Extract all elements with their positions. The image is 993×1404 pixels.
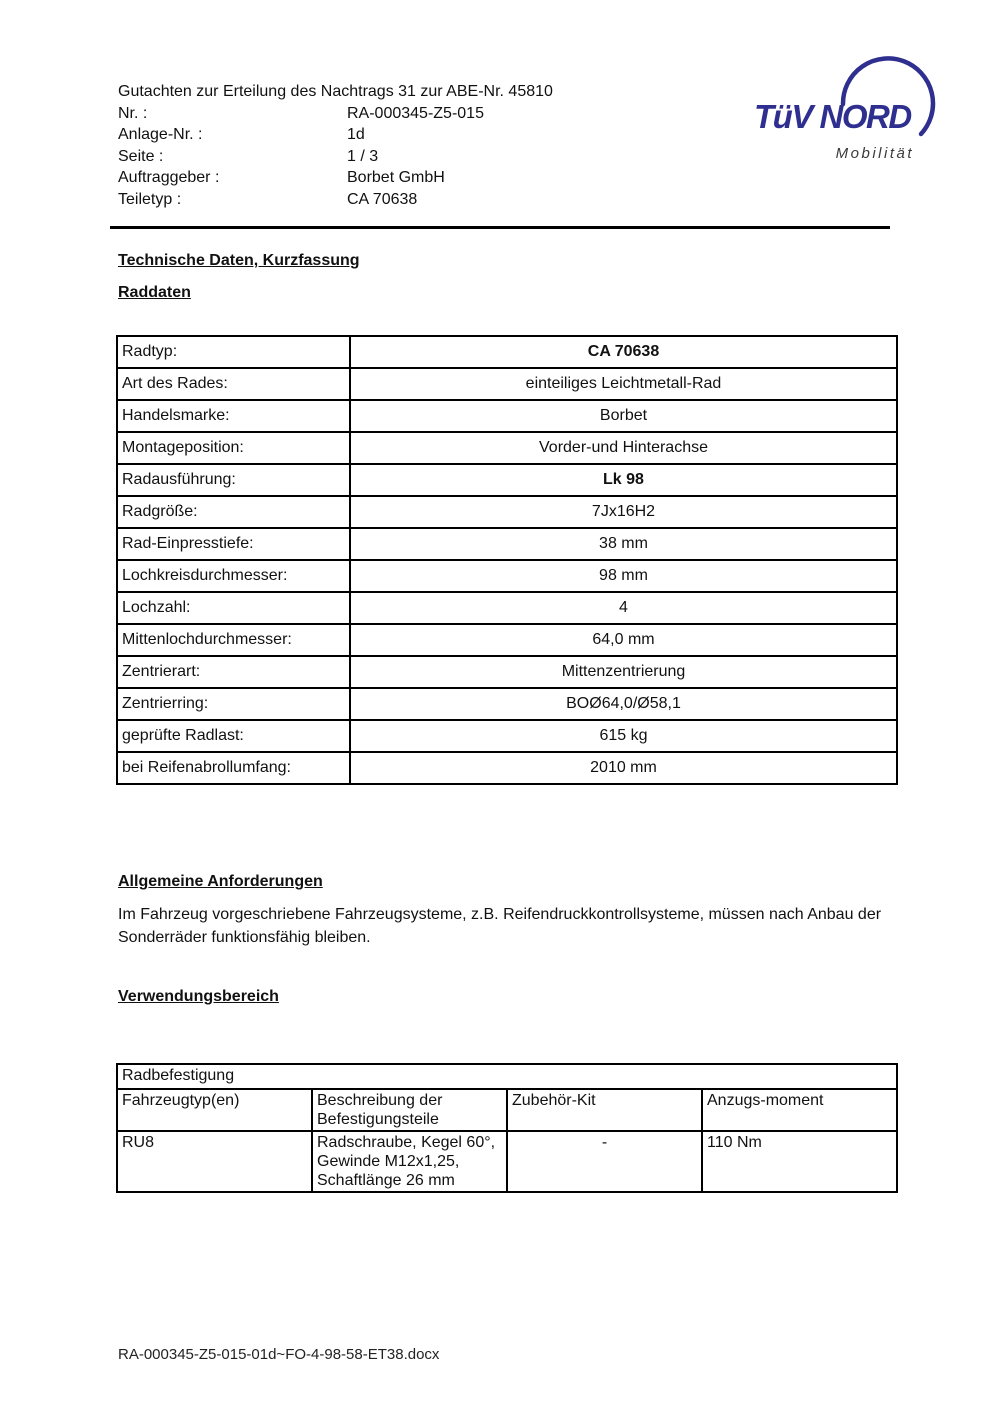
table-row xyxy=(117,432,897,464)
header-field-seite xyxy=(118,146,553,168)
table-row xyxy=(117,592,897,624)
table-row xyxy=(117,688,897,720)
row-label: bei Reifenabrollumfang: xyxy=(117,752,350,784)
row-value: 64,0 mm xyxy=(350,624,897,656)
row-label: Radgröße: xyxy=(117,496,350,528)
document-title-line xyxy=(118,81,553,103)
row-label: Art des Rades: xyxy=(117,368,350,400)
row-value: 7Jx16H2 xyxy=(350,496,897,528)
row-label: Mittenlochdurchmesser: xyxy=(117,624,350,656)
row-value: Mittenzentrierung xyxy=(350,656,897,688)
field-label: Seite : xyxy=(118,147,164,165)
row-value: 615 kg xyxy=(350,720,897,752)
header-field-anlage xyxy=(118,124,553,146)
row-label: Montageposition: xyxy=(117,432,350,464)
table-row xyxy=(117,560,897,592)
raddaten-table xyxy=(116,335,898,785)
column-header: Zubehör-Kit xyxy=(507,1089,702,1131)
row-label: geprüfte Radlast: xyxy=(117,720,350,752)
cell-fahrzeugtyp: RU8 xyxy=(117,1131,312,1192)
cell-anzugsmoment: 110 Nm xyxy=(702,1131,897,1192)
header-field-auftraggeber xyxy=(118,167,553,189)
table-row xyxy=(117,496,897,528)
table-title-row xyxy=(117,1064,897,1089)
table-row xyxy=(117,1131,897,1192)
row-label: Handelsmarke: xyxy=(117,400,350,432)
table-row xyxy=(117,656,897,688)
table-row xyxy=(117,336,897,368)
row-value: 4 xyxy=(350,592,897,624)
row-label: Zentrierring: xyxy=(117,688,350,720)
table-row xyxy=(117,368,897,400)
heading-technische-daten: Technische Daten, Kurzfassung xyxy=(118,252,360,269)
heading-raddaten: Raddaten xyxy=(118,284,191,301)
table-row xyxy=(117,624,897,656)
header-divider xyxy=(110,226,890,229)
row-value: 38 mm xyxy=(350,528,897,560)
table-row xyxy=(117,720,897,752)
table-row xyxy=(117,752,897,784)
tuev-nord-logo xyxy=(750,52,942,170)
column-header: Beschreibung der Befestigungsteile xyxy=(312,1089,507,1131)
document-title: Gutachten zur Erteilung des Nachtrags 31 zur ABE-Nr. 45810 xyxy=(118,83,553,100)
cell-zubehoer-kit: - xyxy=(507,1131,702,1192)
row-value: 98 mm xyxy=(350,560,897,592)
row-label: Zentrierart: xyxy=(117,656,350,688)
heading-verwendungsbereich: Verwendungsbereich xyxy=(118,988,279,1005)
row-label: Radausführung: xyxy=(117,464,350,496)
row-value: Vorder-und Hinterachse xyxy=(350,432,897,464)
row-label: Rad-Einpresstiefe: xyxy=(117,528,350,560)
document-header xyxy=(118,81,553,210)
field-value: 1d xyxy=(347,126,365,143)
field-label: Auftraggeber : xyxy=(118,169,220,186)
row-label: Radtyp: xyxy=(117,336,350,368)
header-field-teiletyp xyxy=(118,189,553,211)
header-field-nr xyxy=(118,103,553,125)
column-header: Fahrzeugtyp(en) xyxy=(117,1089,312,1131)
field-value: CA 70638 xyxy=(347,190,418,208)
field-value: 1 / 3 xyxy=(347,147,379,165)
table-row xyxy=(117,400,897,432)
table-row xyxy=(117,464,897,496)
logo-wordmark: TüV NORD xyxy=(754,98,911,135)
column-header: Anzugs-moment xyxy=(702,1089,897,1131)
row-value: 2010 mm xyxy=(350,752,897,784)
cell-beschreibung: Radschraube, Kegel 60°, Gewinde M12x1,25, Schaftlänge 26 mm xyxy=(312,1131,507,1192)
field-label: Teiletyp : xyxy=(118,190,182,208)
logo-tagline: Mobilität xyxy=(835,145,914,162)
field-label: Anlage-Nr. : xyxy=(118,126,203,143)
row-value: einteiliges Leichtmetall-Rad xyxy=(350,368,897,400)
row-label: Lochkreisdurchmesser: xyxy=(117,560,350,592)
heading-allgemeine-anforderungen: Allgemeine Anforderungen xyxy=(118,873,323,890)
table-title: Radbefestigung xyxy=(117,1064,897,1089)
allgemeine-anforderungen-text: Im Fahrzeug vorgeschriebene Fahrzeugsysteme, z.B. Reifendruckkontrollsysteme, müssen nach Anbau der Sonderräder funktionsfähig bleiben. xyxy=(118,906,882,946)
table-row xyxy=(117,528,897,560)
row-value: BOØ64,0/Ø58,1 xyxy=(350,688,897,720)
field-value: RA-000345-Z5-015 xyxy=(347,104,484,122)
radbefestigung-table xyxy=(116,1063,898,1193)
row-value: Borbet xyxy=(350,400,897,432)
row-value: Lk 98 xyxy=(350,464,897,496)
row-value: CA 70638 xyxy=(350,336,897,368)
row-label: Lochzahl: xyxy=(117,592,350,624)
field-label: Nr. : xyxy=(118,104,148,122)
table-header-row xyxy=(117,1089,897,1131)
field-value: Borbet GmbH xyxy=(347,169,445,186)
footer-filename: RA-000345-Z5-015-01d~FO-4-98-58-ET38.docx xyxy=(118,1346,440,1363)
